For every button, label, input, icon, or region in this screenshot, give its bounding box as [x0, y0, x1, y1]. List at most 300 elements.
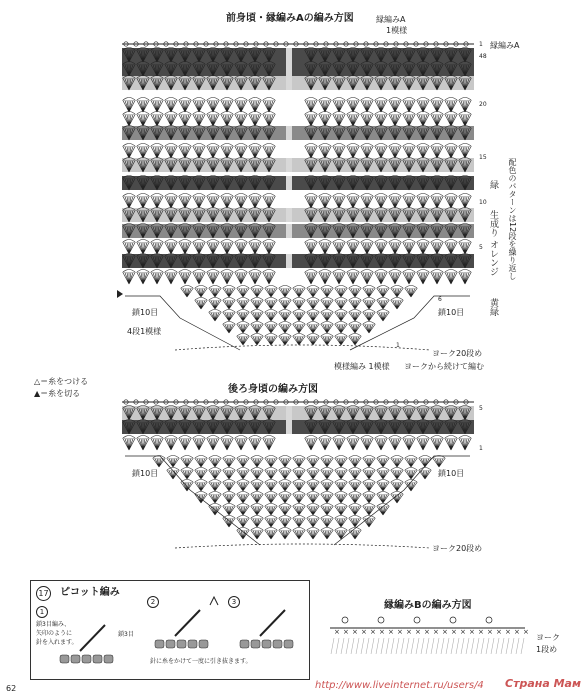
- front-fan: [333, 272, 346, 284]
- back-lower-fan: [223, 458, 236, 467]
- front-fan: [137, 242, 150, 254]
- edgeb-fringe: [486, 638, 489, 654]
- back-fan: [193, 438, 206, 450]
- front-fan: [165, 98, 177, 101]
- front-fan: [389, 144, 401, 147]
- front-fan: [137, 114, 150, 126]
- back-fan: [389, 436, 401, 439]
- front-fan: [347, 272, 360, 284]
- front-fan: [347, 240, 359, 243]
- front-lower-fan: [279, 298, 291, 301]
- front-lower-fan: [209, 288, 222, 297]
- front-band-mid-gap: [286, 224, 292, 238]
- front-fan: [431, 194, 443, 197]
- back-lower-fan: [293, 456, 305, 459]
- edgeb-stitch-x: ×: [388, 628, 394, 636]
- front-fan: [151, 272, 164, 284]
- front-fan: [319, 114, 332, 126]
- front-fan: [165, 240, 177, 243]
- front-fan: [361, 100, 374, 112]
- back-lower-fan: [349, 494, 362, 503]
- front-fan: [389, 100, 402, 112]
- front-fan: [445, 272, 458, 284]
- back-lower-fan: [293, 482, 306, 491]
- front-fan: [347, 270, 359, 273]
- back-lower-fan: [419, 456, 431, 459]
- back-lower-fan: [195, 468, 207, 471]
- edgeb-fringe: [451, 638, 454, 654]
- back-fan: [137, 438, 150, 450]
- front-fan: [319, 242, 332, 254]
- front-fan: [235, 98, 247, 101]
- back-fan: [389, 438, 402, 450]
- front-fan: [249, 114, 262, 126]
- back-lower-fan: [321, 458, 334, 467]
- edgeb-fringe: [521, 638, 524, 654]
- front-fan: [431, 242, 444, 254]
- back-lower-fan: [209, 494, 222, 503]
- back-lower-fan: [349, 468, 361, 471]
- back-lower-fan: [237, 492, 249, 495]
- front-fan: [151, 146, 164, 158]
- front-fan: [403, 194, 415, 197]
- front-fan: [431, 100, 444, 112]
- back-lower-fan: [251, 480, 263, 483]
- front-lower-fan: [237, 298, 249, 301]
- front-lower-fan: [251, 298, 263, 301]
- front-lower-fan: [293, 336, 306, 345]
- back-lower-fan: [251, 492, 263, 495]
- back-lower-fan: [391, 458, 404, 467]
- front-fan: [207, 270, 219, 273]
- front-lower-fan: [265, 286, 277, 289]
- front-fan: [249, 194, 261, 197]
- back-lower-fan: [251, 504, 263, 507]
- edgeb-fringe: [471, 638, 474, 654]
- edgeb-fringe: [446, 638, 449, 654]
- color-cream: 生成り: [488, 210, 498, 237]
- front-fan: [319, 144, 331, 147]
- color-yellowgreen: 黄緑: [488, 298, 498, 316]
- front-lower-fan: [349, 324, 362, 333]
- step-2-text: 針に糸をかけて一度に引き抜きます。: [150, 658, 252, 665]
- front-lower-fan: [321, 324, 334, 333]
- back-fan: [319, 438, 332, 450]
- front-yoke-line: [175, 342, 430, 350]
- front-fan: [165, 194, 177, 197]
- back-fan: [179, 436, 191, 439]
- front-lower-fan: [195, 288, 208, 297]
- back-fan: [235, 436, 247, 439]
- front-fan: [459, 144, 471, 147]
- rows-pattern: 4段1模様: [127, 327, 162, 336]
- edgeb-picot: [414, 617, 420, 623]
- back-fan: [263, 438, 276, 450]
- back-lower-fan: [279, 470, 292, 479]
- edgeb-stitch-x: ×: [352, 628, 358, 636]
- front-fan: [179, 194, 191, 197]
- front-fan: [375, 196, 388, 208]
- front-fan: [305, 196, 318, 208]
- front-lower-fan: [223, 298, 235, 301]
- front-fan: [137, 146, 150, 158]
- back-lower-fan: [293, 504, 305, 507]
- edgeb-stitch-x: ×: [451, 628, 457, 636]
- front-fan: [319, 100, 332, 112]
- front-lower-fan: [321, 300, 334, 309]
- back-lower-fan: [265, 480, 277, 483]
- back-lower-fan: [293, 518, 306, 527]
- front-lower-fan: [293, 334, 305, 337]
- front-fan: [235, 240, 247, 243]
- back-row-5: 5: [479, 405, 483, 412]
- front-fan: [319, 196, 332, 208]
- front-lower-fan: [237, 310, 249, 313]
- edgeb-stitch-x: ×: [469, 628, 475, 636]
- front-fan: [333, 146, 346, 158]
- front-fan: [403, 144, 415, 147]
- back-lower-fan: [405, 470, 418, 479]
- back-lower-fan: [307, 518, 320, 527]
- front-fan: [431, 146, 444, 158]
- front-lower-fan: [251, 310, 263, 313]
- front-fan: [193, 194, 205, 197]
- back-lower-fan: [363, 504, 375, 507]
- edgeb-fringe: [341, 638, 344, 654]
- back-lower-fan: [293, 470, 306, 479]
- front-lower-fan: [321, 322, 333, 325]
- back-fan: [361, 438, 374, 450]
- front-chain-left-line: [125, 296, 240, 350]
- front-lower-fan: [279, 312, 292, 321]
- continue-note: ヨークから続けて編む: [404, 362, 484, 371]
- back-fan: [445, 438, 458, 450]
- back-lower-fan: [237, 506, 250, 515]
- front-fan: [263, 242, 276, 254]
- back-lower-fan: [307, 456, 319, 459]
- front-lower-fan: [237, 324, 250, 333]
- back-lower-fan: [363, 518, 376, 527]
- back-fan: [305, 436, 317, 439]
- front-fan: [389, 194, 401, 197]
- front-lower-fan: [349, 300, 362, 309]
- back-fan: [459, 436, 471, 439]
- front-lower-fan: [237, 312, 250, 321]
- front-lower-fan: [265, 310, 277, 313]
- front-fan: [193, 272, 206, 284]
- back-lower-fan: [335, 494, 348, 503]
- back-lower-fan: [321, 528, 333, 531]
- front-fan: [445, 270, 457, 273]
- edgeb-fringe: [466, 638, 469, 654]
- front-lower-fan: [335, 310, 347, 313]
- back-lower-fan: [223, 518, 236, 527]
- back-lower-fan: [335, 504, 347, 507]
- edgeb-fringe: [476, 638, 479, 654]
- front-fan: [263, 100, 276, 112]
- front-lower-fan: [265, 336, 278, 345]
- front-fan: [417, 242, 430, 254]
- repeat-label: 縁編みA: [376, 15, 406, 24]
- front-fan: [431, 98, 443, 101]
- front-fan: [165, 242, 178, 254]
- front-fan: [445, 146, 458, 158]
- edgeb-fringe: [496, 638, 499, 654]
- back-lower-fan: [209, 470, 222, 479]
- front-lower-fan: [349, 310, 361, 313]
- edgeb-stitch-x: ×: [397, 628, 403, 636]
- back-lower-fan: [279, 468, 291, 471]
- back-lower-fan: [307, 468, 319, 471]
- front-fan: [235, 196, 248, 208]
- edgeb-row1: 1段め: [536, 645, 558, 654]
- front-fan: [137, 144, 149, 147]
- back-lower-fan: [391, 470, 404, 479]
- front-lower-fan: [279, 286, 291, 289]
- back-lower-fan: [209, 506, 222, 515]
- back-chart: [122, 400, 474, 548]
- front-fan: [305, 242, 318, 254]
- front-fan: [179, 146, 192, 158]
- back-lower-fan: [237, 456, 249, 459]
- front-lower-fan: [237, 336, 250, 345]
- back-lower-fan: [321, 516, 333, 519]
- front-fan: [333, 242, 346, 254]
- back-chain-right: 鎖10目: [438, 469, 465, 478]
- front-fan: [193, 144, 205, 147]
- front-title: 前身頃・縁編みAの編み方図: [226, 13, 354, 24]
- front-fan: [123, 114, 136, 126]
- back-lower-fan: [279, 518, 292, 527]
- edgeb-stitch-x: ×: [523, 628, 529, 636]
- row-1-bottom: 1: [396, 342, 400, 349]
- back-band-dark-gap: [286, 420, 292, 434]
- back-lower-fan: [251, 528, 263, 531]
- back-lower-fan: [293, 480, 305, 483]
- front-fan: [221, 114, 234, 126]
- back-lower-fan: [181, 458, 194, 467]
- back-lower-fan: [167, 456, 179, 459]
- front-fan: [263, 240, 275, 243]
- front-fan: [137, 194, 149, 197]
- front-fan: [389, 146, 402, 158]
- front-fan: [263, 114, 276, 126]
- front-fan: [193, 114, 206, 126]
- front-lower-fan: [209, 286, 221, 289]
- back-lower-fan: [265, 528, 277, 531]
- back-lower-fan: [237, 468, 249, 471]
- back-fan: [305, 438, 318, 450]
- back-lower-fan: [335, 468, 347, 471]
- front-lower-fan: [363, 288, 376, 297]
- front-fan: [305, 194, 317, 197]
- front-fan: [417, 100, 430, 112]
- front-fan: [137, 100, 150, 112]
- back-lower-fan: [293, 458, 306, 467]
- back-lower-fan: [349, 516, 361, 519]
- back-lower-fan: [265, 482, 278, 491]
- color-note: 配色のパターンは12段を繰り返し: [508, 158, 517, 281]
- back-lower-fan: [293, 528, 305, 531]
- back-lower-fan: [195, 456, 207, 459]
- front-lower-fan: [335, 324, 348, 333]
- back-lower-fan: [335, 516, 347, 519]
- front-fan: [459, 114, 472, 126]
- front-fan: [445, 114, 458, 126]
- front-fan: [389, 98, 401, 101]
- front-lower-fan: [279, 334, 291, 337]
- back-lower-fan: [335, 528, 347, 531]
- back-fan: [347, 436, 359, 439]
- edgeb-stitch-x: ×: [514, 628, 520, 636]
- front-lower-fan: [363, 312, 376, 321]
- edgeb-stitch-x: ×: [433, 628, 439, 636]
- edgeb-picot: [486, 617, 492, 623]
- front-fan: [431, 240, 443, 243]
- back-lower-fan: [405, 468, 417, 471]
- front-lower-fan: [363, 310, 375, 313]
- front-lower-fan: [405, 286, 417, 289]
- back-lower-fan: [237, 518, 250, 527]
- back-lower-fan: [363, 468, 375, 471]
- back-fan: [235, 438, 248, 450]
- front-fan: [263, 196, 276, 208]
- front-fan: [361, 194, 373, 197]
- edgeb-fringe: [406, 638, 409, 654]
- front-fan: [417, 196, 430, 208]
- edgeb-stitch-x: ×: [442, 628, 448, 636]
- back-lower-fan: [223, 492, 235, 495]
- edgeb-fringe: [371, 638, 374, 654]
- front-fan: [319, 98, 331, 101]
- back-lower-fan: [251, 482, 264, 491]
- back-lower-fan: [265, 518, 278, 527]
- back-fan: [207, 438, 220, 450]
- front-fan: [347, 146, 360, 158]
- back-fan: [333, 436, 345, 439]
- back-lower-fan: [349, 504, 361, 507]
- front-fan: [375, 272, 388, 284]
- front-fan: [333, 196, 346, 208]
- front-fan: [235, 270, 247, 273]
- edgeb-fringe: [481, 638, 484, 654]
- front-fan: [221, 194, 233, 197]
- front-fan: [235, 114, 248, 126]
- front-fan: [165, 270, 177, 273]
- front-fan: [151, 194, 163, 197]
- front-fan: [165, 146, 178, 158]
- front-fan: [165, 196, 178, 208]
- back-fan: [137, 436, 149, 439]
- front-lower-fan: [377, 300, 390, 309]
- front-lower-fan: [195, 286, 207, 289]
- back-lower-fan: [335, 480, 347, 483]
- edgeb-fringe: [386, 638, 389, 654]
- front-lower-fan: [349, 298, 361, 301]
- back-lower-fan: [265, 470, 278, 479]
- edgeb-stitch-x: ×: [496, 628, 502, 636]
- front-fan: [165, 272, 178, 284]
- back-lower-fan: [293, 530, 306, 539]
- front-lower-fan: [321, 312, 334, 321]
- front-fan: [151, 196, 164, 208]
- front-lower-fan: [279, 336, 292, 345]
- back-lower-fan: [293, 494, 306, 503]
- back-lower-fan: [391, 468, 403, 471]
- front-lower-fan: [223, 322, 235, 325]
- front-lower-fan: [181, 288, 194, 297]
- row-5: 5: [479, 244, 483, 251]
- front-band-light-gap: [286, 158, 292, 172]
- back-lower-fan: [279, 504, 291, 507]
- back-lower-fan: [293, 516, 305, 519]
- front-fan: [179, 98, 191, 101]
- back-lower-fan: [335, 492, 347, 495]
- front-fan: [249, 144, 261, 147]
- front-fan: [151, 240, 163, 243]
- color-orange: オレンジ: [488, 240, 498, 276]
- front-lower-fan: [293, 298, 305, 301]
- front-fan: [403, 272, 416, 284]
- edgeb-fringe: [336, 638, 339, 654]
- back-lower-fan: [279, 506, 292, 515]
- front-fan: [403, 98, 415, 101]
- front-fan: [263, 270, 275, 273]
- picot-title: ピコット編み: [60, 587, 120, 598]
- back-lower-fan: [349, 506, 362, 515]
- front-fan: [221, 272, 234, 284]
- edgeb-stitch-x: ×: [370, 628, 376, 636]
- back-lower-fan: [349, 518, 362, 527]
- back-band-light-gap: [286, 406, 292, 420]
- front-lower-fan: [223, 300, 236, 309]
- front-fan: [221, 100, 234, 112]
- back-lower-fan: [237, 458, 250, 467]
- front-fan: [361, 242, 374, 254]
- back-lower-fan: [349, 456, 361, 459]
- front-fan: [459, 194, 471, 197]
- front-fan: [137, 98, 149, 101]
- front-lower-fan: [237, 334, 249, 337]
- edgeb-stitch-x: ×: [478, 628, 484, 636]
- front-lower-fan: [237, 286, 249, 289]
- back-fan: [249, 438, 262, 450]
- step-1-text-2: 矢印のように: [36, 630, 73, 637]
- back-fan: [431, 436, 443, 439]
- back-lower-fan: [307, 482, 320, 491]
- back-lower-fan: [377, 468, 389, 471]
- front-lower-fan: [321, 288, 334, 297]
- front-fan: [333, 100, 346, 112]
- front-fan: [263, 194, 275, 197]
- back-lower-fan: [405, 482, 418, 491]
- edgeb-stitch-x: ×: [406, 628, 412, 636]
- front-fan: [193, 196, 206, 208]
- back-fan: [445, 436, 457, 439]
- back-fan: [193, 436, 205, 439]
- front-fan: [249, 100, 262, 112]
- front-fan: [179, 270, 191, 273]
- back-lower-fan: [363, 470, 376, 479]
- repeat-label-2: 1模様: [386, 26, 408, 35]
- front-lower-fan: [321, 336, 334, 345]
- edgeb-fringe: [381, 638, 384, 654]
- edgeb-stitch-x: ×: [505, 628, 511, 636]
- back-lower-fan: [209, 492, 221, 495]
- front-fan: [417, 270, 429, 273]
- back-fan: [375, 438, 388, 450]
- edgeb-stitch-x: ×: [334, 628, 340, 636]
